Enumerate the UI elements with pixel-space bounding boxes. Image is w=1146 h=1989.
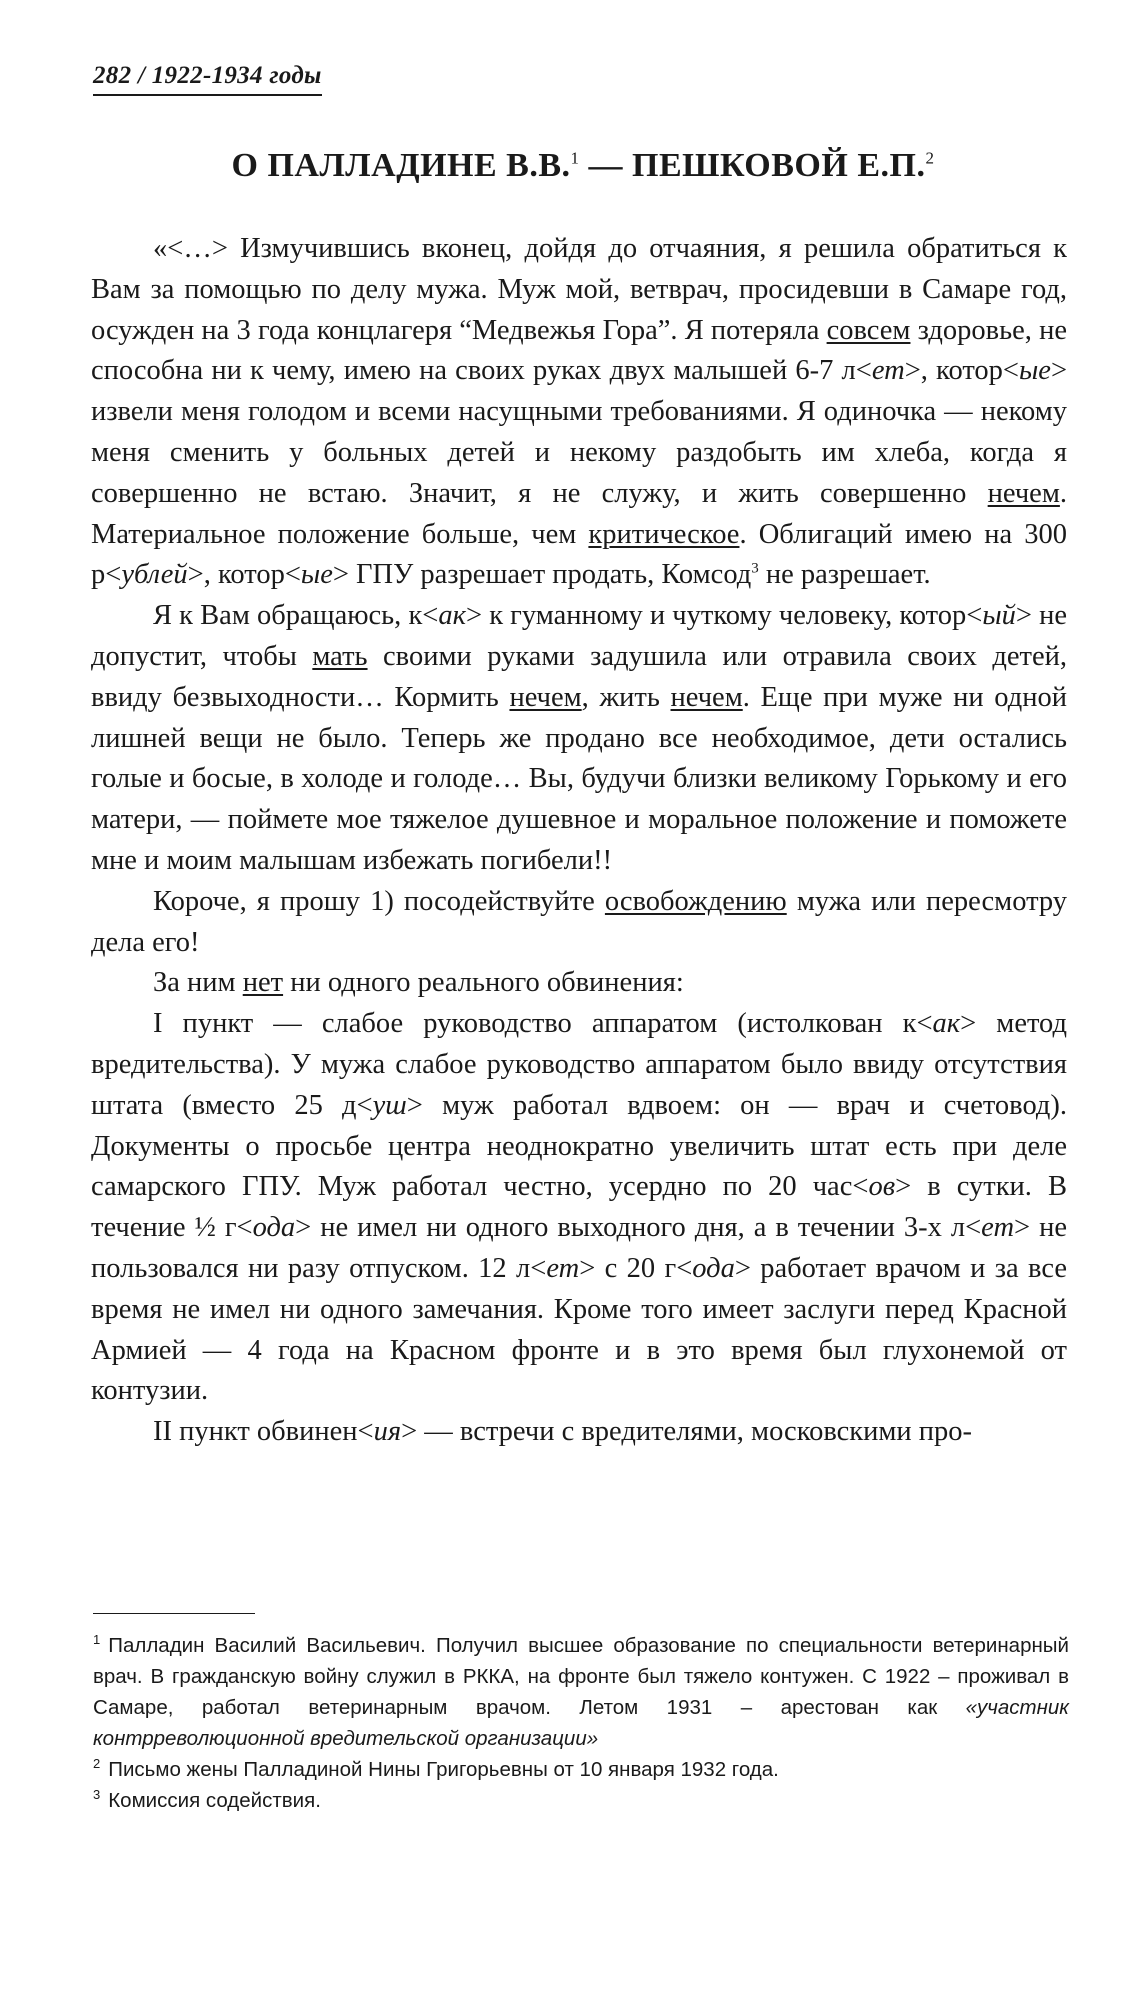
text-run: Короче, я прошу 1) посодействуйте xyxy=(153,885,605,917)
page-title xyxy=(93,147,1073,185)
text-run: ни одного реального обвинения: xyxy=(283,967,684,999)
letter-body xyxy=(91,229,1067,1453)
text-run: > извели меня голодом и всеми насущными требованиями. Я одиночка — некому меня сменить у больных детей и некому раздобыть им хлеба, когда я совершенно не встаю. Значит, я не служу, и жить совершенно xyxy=(91,355,1068,509)
text-run: своими руками задушила или отравила своих детей, ввиду безвыходности… Кормить xyxy=(91,640,1067,713)
footnote-number: 2 xyxy=(93,1756,101,1772)
editorial-insert: ода xyxy=(252,1212,296,1244)
footnote-1 xyxy=(93,1630,1069,1754)
underlined-word: критическое xyxy=(588,518,740,550)
footnote-text: Палладин Василий Васильевич. Получил высшее образование по специальности ветеринарный врач. В гражданскую войну служил в РККА, на фронте был тяжело контужен. С 1922 – проживал в Самаре, работал ветеринарным врачом. Летом 1931 – арестован как xyxy=(93,1634,1069,1719)
text-run: > метод вредительства). У мужа слабое руководство аппаратом было ввиду отсутствия штата (вместо 25 д< xyxy=(91,1008,1067,1121)
editorial-insert: ия xyxy=(373,1416,402,1448)
paragraph-5 xyxy=(91,1004,1067,1412)
underlined-word: совсем xyxy=(826,314,911,346)
footnote-2 xyxy=(93,1754,1069,1785)
underlined-word: нет xyxy=(242,967,284,999)
title-footnote-ref-1: 1 xyxy=(570,148,580,168)
text-run: > в сутки. В течение ½ г< xyxy=(91,1171,1067,1244)
footnote-text: Комиссия содействия. xyxy=(108,1789,321,1812)
editorial-insert: ов xyxy=(868,1171,896,1203)
text-run: > к гуманному и чуткому человеку, котор< xyxy=(465,600,983,632)
text-run: > работает врачом и за все время не имел ни одного замечания. Кроме того имеет заслуги перед Красной Армией — 4 года на Красном фронте и в это время был глухонемой от контузии. xyxy=(91,1252,1067,1407)
editorial-insert: ак xyxy=(438,600,466,632)
paragraph-4 xyxy=(91,963,1067,1004)
editorial-insert: ые xyxy=(1018,355,1051,387)
editorial-insert: ублей xyxy=(121,559,188,591)
editorial-insert: ак xyxy=(932,1008,961,1040)
underlined-word: нечем xyxy=(509,681,582,713)
text-run: > с 20 г< xyxy=(579,1252,693,1284)
footnote-ref-3: 3 xyxy=(751,560,759,577)
text-run: . Материальное положение больше, чем xyxy=(91,477,1067,550)
paragraph-2 xyxy=(91,596,1067,882)
text-run: «<…> Измучившись вконец, дойдя до отчаяния, я решила обратиться к Вам за помощью по делу мужа. Муж мой, ветврач, просидевши в Самаре год, осужден на 3 года концлагеря “Медвежья Гора”. Я потеряла xyxy=(91,233,1067,346)
editorial-insert: ый xyxy=(982,600,1016,632)
text-run: >, котор< xyxy=(187,559,301,591)
text-run: . Еще при муже ни одной лишней вещи не было. Теперь же продано все необходимое, дети остались голые и босые, в холоде и голоде… Вы, будучи близки великому Горькому и его матери, — поймете мое тяжелое душевное и моральное положение и поможете мне и моим малышам избежать погибели!! xyxy=(91,681,1067,876)
text-run: I пункт — слабое руководство аппаратом (истолкован к< xyxy=(153,1008,933,1040)
title-part-1: О ПАЛЛАДИНЕ В.В. xyxy=(231,147,571,184)
title-footnote-ref-2: 2 xyxy=(925,148,935,168)
editorial-insert: ет xyxy=(981,1212,1015,1244)
paragraph-3 xyxy=(91,882,1067,964)
footnote-divider xyxy=(93,1613,255,1614)
editorial-insert: уш xyxy=(372,1089,407,1121)
footnote-number: 1 xyxy=(93,1632,101,1648)
text-run: мужа или пересмотру дела его! xyxy=(91,885,1067,958)
text-run: > не имел ни одного выходного дня, а в течении 3-х л< xyxy=(295,1212,982,1244)
underlined-word: освобождению xyxy=(604,885,787,917)
text-run: > — встречи с вредителями, московскими про- xyxy=(401,1416,973,1448)
text-run: За ним xyxy=(153,967,243,999)
underlined-word: нечем xyxy=(670,681,743,713)
text-run: здоровье, не способна ни к чему, имею на своих руках двух малышей 6-7 л< xyxy=(91,314,1067,387)
footnote-text: Письмо жены Палладиной Нины Григорьевны от 10 января 1932 года. xyxy=(108,1758,779,1781)
running-head: 282 / 1922-1934 годы xyxy=(93,62,322,96)
text-run: Я к Вам обращаюсь, к< xyxy=(153,600,439,632)
text-run: , жить xyxy=(581,681,671,713)
footnotes xyxy=(93,1630,1069,1816)
underlined-word: нечем xyxy=(987,477,1060,509)
text-run: не разрешает. xyxy=(758,559,931,591)
footnote-quote: «участник контрреволюционной вредительской организации» xyxy=(93,1696,1069,1750)
title-part-2: — ПЕШКОВОЙ Е.П. xyxy=(579,147,926,184)
footnote-3 xyxy=(93,1785,1069,1816)
editorial-insert: ода xyxy=(692,1252,735,1284)
text-run: >, котор< xyxy=(904,355,1019,387)
paragraph-1 xyxy=(91,229,1067,596)
text-run: > не допустит, чтобы xyxy=(91,600,1067,672)
underlined-word: мать xyxy=(312,640,368,672)
text-run: . Облигаций имею на 300 р< xyxy=(91,518,1067,591)
text-run: II пункт обвинен< xyxy=(153,1416,374,1448)
text-run: > ГПУ разрешает продать, Комсод xyxy=(332,559,752,591)
editorial-insert: ые xyxy=(300,559,333,591)
editorial-insert: ет xyxy=(546,1252,580,1284)
footnote-number: 3 xyxy=(93,1787,101,1803)
text-run: > не пользовался ни разу отпуском. 12 л< xyxy=(91,1212,1067,1284)
paragraph-6 xyxy=(91,1412,1067,1453)
text-run: > муж работал вдвоем: он — врач и счетовод). Документы о просьбе центра неоднократно увеличить штат есть при деле самарского ГПУ. Муж работал честно, усердно по 20 час< xyxy=(91,1089,1067,1203)
editorial-insert: ет xyxy=(871,355,905,387)
